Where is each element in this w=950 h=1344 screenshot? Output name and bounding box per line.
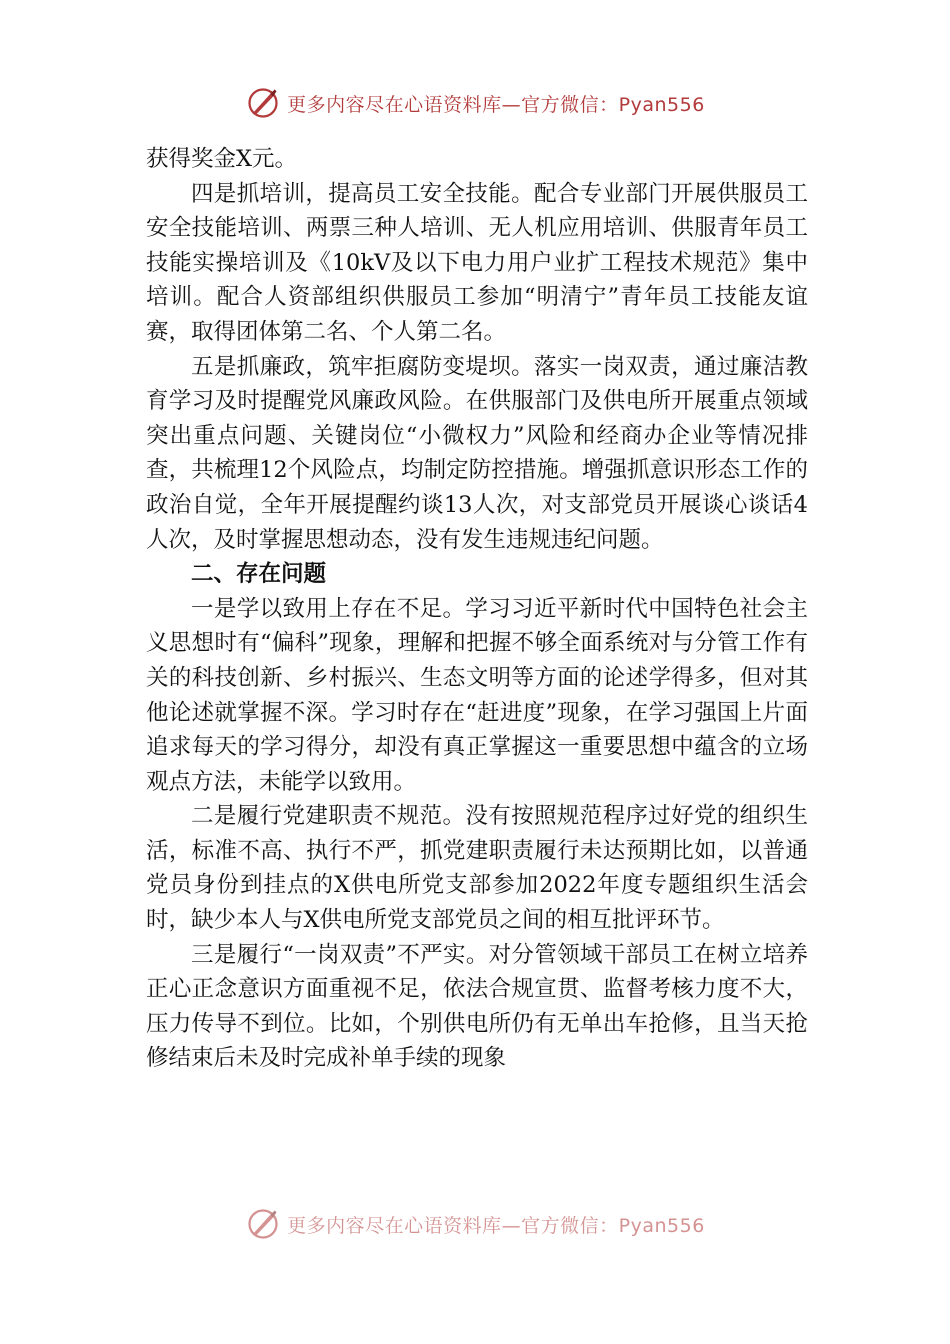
watermark-footer: [0, 1204, 950, 1244]
paragraph: 获得奖金X元。: [146, 146, 298, 172]
section-heading: 二、存在问题: [191, 561, 327, 588]
watermark-text: 更多内容尽在心语资料库—官方微信：Pyan556: [287, 1214, 705, 1237]
watermark-text: 更多内容尽在心语资料库—官方微信：Pyan556: [287, 93, 705, 116]
document-body: [146, 142, 808, 1076]
paragraph: 二是履行党建职责不规范。没有按照规范程序过好党的组织生活，标准不高、执行不严，抓党建职责履行未达预期比如，以普通党员身份到挂点的X供电所党支部参加2022年度专题组织生活会时，缺少本人与X供电所党支部党员之间的相互批评环节。: [146, 803, 808, 934]
paragraph: 三是履行“一岗双责”不严实。对分管领域干部员工在树立培养正心正念意识方面重视不足，依法合规宣贯、监督考核力度不大，压力传导不到位。比如，个别供电所仍有无单出车抢修，且当天抢修结束后未及时完成补单手续的现象: [146, 941, 808, 1072]
watermark-header: [0, 83, 950, 123]
paragraph: 一是学以致用上存在不足。学习习近平新时代中国特色社会主义思想时有“偏科”现象，理解和把握不够全面系统对与分管工作有关的科技创新、乡村振兴、生态文明等方面的论述学得多，但对其他论述就掌握不深。学习时存在“赶进度”现象，在学习强国上片面追求每天的学习得分，却没有真正掌握这一重要思想中蕴含的立场观点方法，未能学以致用。: [146, 595, 808, 795]
paragraph: 四是抓培训，提高员工安全技能。配合专业部门开展供服员工安全技能培训、两票三种人培训、无人机应用培训、供服青年员工技能实操培训及《10kV及以下电力用户业扩工程技术规范》集中培训。配合人资部组织供服员工参加“明清宁”青年员工技能友谊赛，取得团体第二名、个人第二名。: [146, 180, 808, 345]
paragraph: 五是抓廉政，筑牢拒腐防变堤坝。落实一岗双责，通过廉洁教育学习及时提醒党风廉政风险。在供服部门及供电所开展重点领域突出重点问题、关键岗位“小微权力”风险和经商办企业等情况排查，共梳理12个风险点，均制定防控措施。增强抓意识形态工作的政治自觉，全年开展提醒约谈13人次，对支部党员开展谈心谈话4人次，及时掌握思想动态，没有发生违规违纪问题。: [146, 353, 808, 553]
pen-logo-icon: [245, 1206, 281, 1242]
pen-logo-icon: [245, 85, 281, 121]
